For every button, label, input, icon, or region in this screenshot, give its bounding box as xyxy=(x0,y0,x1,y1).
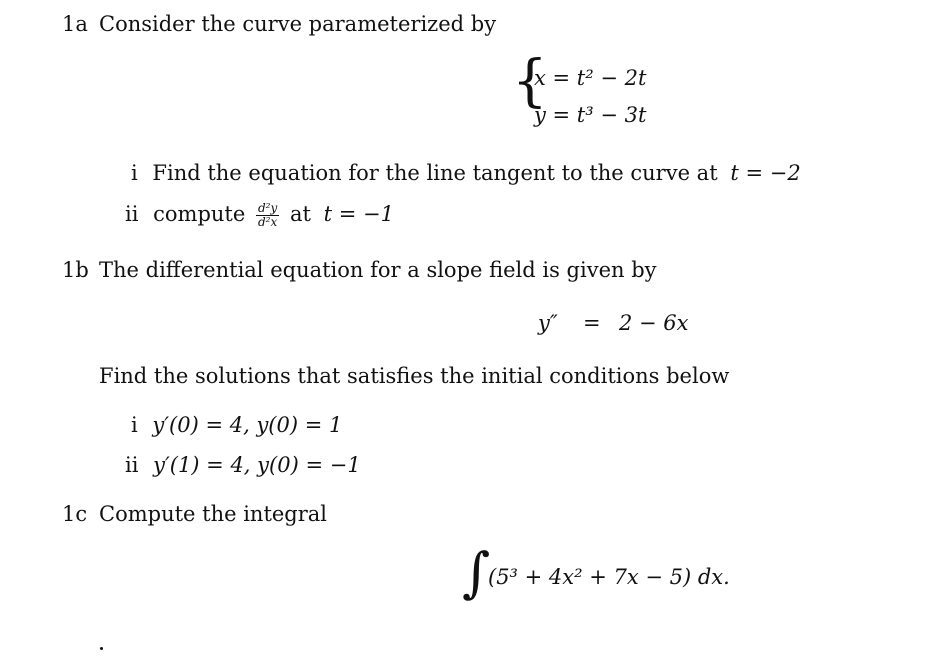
q1a-item-ii-label: ii xyxy=(125,202,139,226)
q1b-cond-i xyxy=(131,413,342,437)
q1c-text: Compute the integral xyxy=(99,502,328,526)
q1a-item-ii xyxy=(125,202,394,229)
q1b-instruction: Find the solutions that satisfies the initial conditions below xyxy=(99,364,730,388)
q1b-cond-ii-text: y′(1) = 4, y(0) = −1 xyxy=(153,453,361,477)
q1a-eq-x: x = t² − 2t xyxy=(534,66,647,90)
q1a-label: 1a xyxy=(62,12,88,36)
q1a-item-i xyxy=(131,161,801,185)
q1a-item-i-text: Find the equation for the line tangent to the curve at xyxy=(152,161,718,185)
stray-dot xyxy=(100,647,103,650)
q1b-cond-i-text: y′(0) = 4, y(0) = 1 xyxy=(152,413,343,437)
fraction-numerator: d²y xyxy=(257,201,278,216)
system-brace: { xyxy=(512,49,548,114)
q1c-integrand: (5³ + 4x² + 7x − 5) dx. xyxy=(488,565,730,589)
integral-sign: ∫ xyxy=(462,541,491,604)
q1b-text: The differential equation for a slope field is given by xyxy=(99,258,657,282)
q1b-eq-lhs: y″ xyxy=(538,311,558,335)
q1b-cond-ii-label: ii xyxy=(125,453,139,477)
q1a-item-ii-text: compute xyxy=(153,202,246,226)
q1a-item-ii-cond: t = −1 xyxy=(323,202,394,226)
q1c-label: 1c xyxy=(62,502,88,526)
second-derivative-fraction xyxy=(256,202,279,228)
q1b-cond-i-label: i xyxy=(131,413,138,437)
q1a-text: Consider the curve parameterized by xyxy=(99,12,497,36)
q1a-item-i-cond: t = −2 xyxy=(730,161,801,185)
q1a-item-i-label: i xyxy=(131,161,138,185)
q1b-cond-ii xyxy=(125,453,361,477)
q1b-eq-rhs: 2 − 6x xyxy=(619,311,689,335)
q1b-label: 1b xyxy=(62,258,89,282)
q1a-eq-y: y = t³ − 3t xyxy=(534,103,647,127)
q1a-item-ii-after: at xyxy=(289,202,311,226)
fraction-denominator: d²x xyxy=(257,215,278,229)
q1b-eq-eq: = xyxy=(583,311,601,335)
